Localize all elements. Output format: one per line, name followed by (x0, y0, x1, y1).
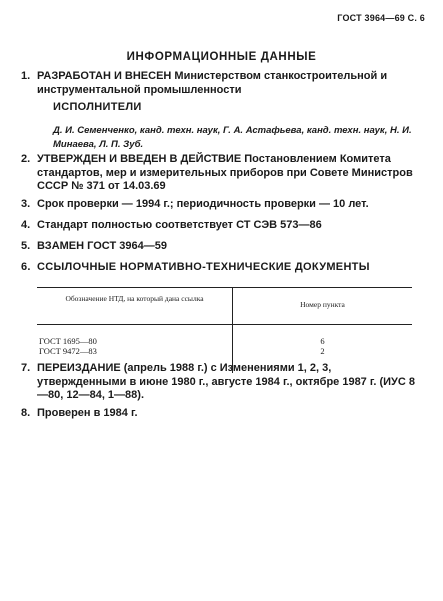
item-2 (21, 153, 415, 194)
item-8-text: Проверен в 1984 г. (37, 407, 138, 419)
item-3-text: Срок проверки — 1994 г.; периодичность проверки — 10 лет. (37, 198, 369, 210)
item-4-text: Стандарт полностью соответствует СТ СЭВ 573—86 (37, 219, 322, 231)
item-8-number: 8. (21, 407, 31, 419)
performers-heading: ИСПОЛНИТЕЛИ (53, 101, 142, 113)
performers-names: Д. И. Семенченко, канд. техн. наук, Г. А. Астафьева, канд. техн. наук, Н. И. Минаева, Л. П. Зуб. (53, 125, 412, 150)
item-3 (21, 198, 415, 212)
reference-table (37, 287, 412, 373)
item-6-number: 6. (21, 261, 31, 273)
document-cell: ГОСТ 1695—80 ГОСТ 9472—83 (37, 325, 233, 373)
item-5 (21, 240, 415, 254)
item-4-number: 4. (21, 219, 31, 231)
item-1-text: РАЗРАБОТАН И ВНЕСЕН Министерством станкостроительной и инструментальной промышленности (37, 70, 388, 96)
reference-table-header (37, 288, 412, 325)
item-8 (21, 407, 415, 421)
item-5-number: 5. (21, 240, 31, 252)
item-6-text: ССЫЛОЧНЫЕ НОРМАТИВНО-ТЕХНИЧЕСКИЕ ДОКУМЕНТЫ (37, 261, 370, 273)
item-3-number: 3. (21, 198, 31, 210)
item-2-number: 2. (21, 153, 31, 165)
item-1-number: 1. (21, 70, 31, 82)
item-1 (21, 70, 415, 97)
item-4 (21, 219, 415, 233)
item-6 (21, 261, 415, 275)
point-cell: 6 2 (320, 336, 325, 356)
column-header-document: Обозначение НТД, на который дана ссылка (37, 288, 233, 324)
item-5-text: ВЗАМЕН ГОСТ 3964—59 (37, 240, 167, 252)
column-header-point: Номер пункта (300, 300, 345, 309)
page-title: ИНФОРМАЦИОННЫЕ ДАННЫЕ (126, 51, 317, 63)
item-7-number: 7. (21, 362, 31, 374)
item-7-text: ПЕРЕИЗДАНИЕ (апрель 1988 г.) с Изменениями 1, 2, 3, утвержденными в июне 1980 г., августе 1984 г., октябре 1987 г. (ИУС 8—80, 12—84, 1—88). (37, 362, 415, 401)
item-2-text: УТВЕРЖДЕН И ВВЕДЕН В ДЕЙСТВИЕ Постановлением Комитета стандартов, мер и измерительных приборов при Совете Министров СССР № 371 от 14.03.69 (37, 153, 413, 192)
item-7 (21, 362, 415, 403)
page-header: ГОСТ 3964—69 С. 6 (337, 13, 425, 23)
